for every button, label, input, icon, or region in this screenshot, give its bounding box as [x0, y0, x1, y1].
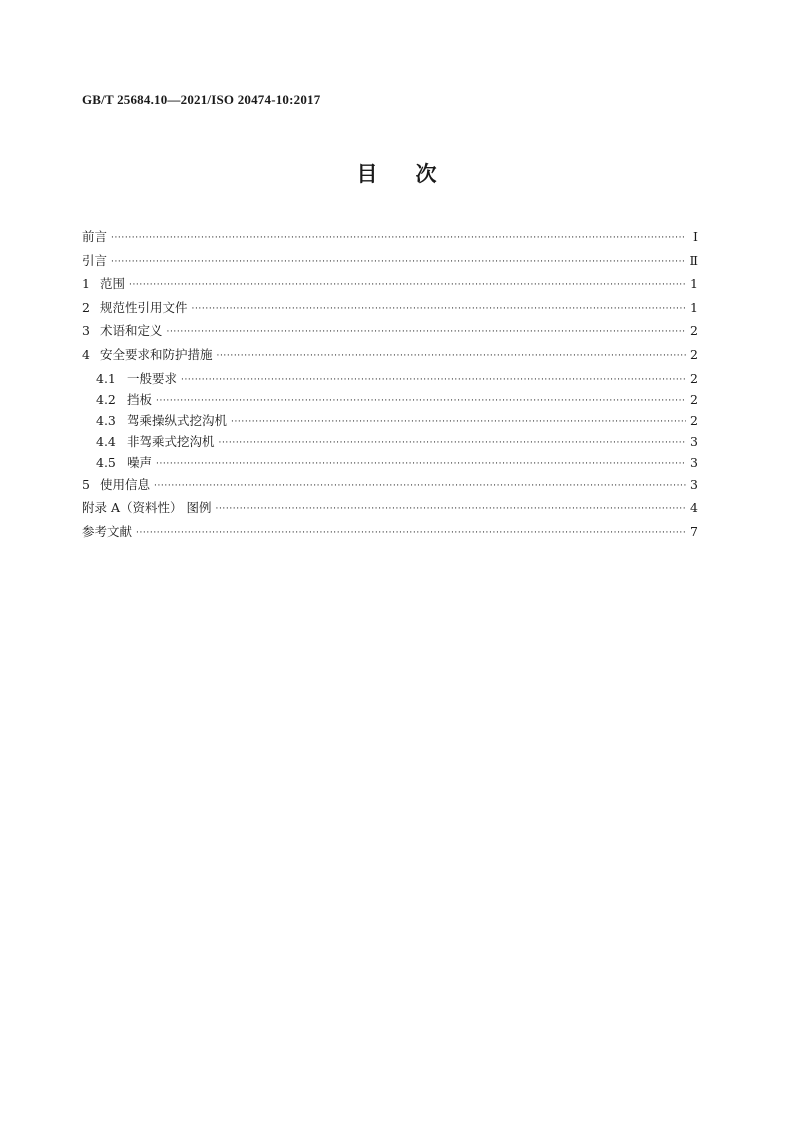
toc-entry-number: 4.5	[96, 455, 116, 471]
toc-entry-page: 3	[690, 455, 698, 471]
toc-entry-number: 4.3	[96, 412, 116, 428]
toc-entry[interactable]	[82, 453, 698, 474]
toc-entry[interactable]	[82, 251, 698, 275]
toc-entry-number: 3	[82, 323, 90, 339]
toc-entry-title: 使用信息	[100, 476, 151, 492]
toc-entry[interactable]	[82, 411, 698, 432]
toc-entry[interactable]	[82, 390, 698, 411]
toc-dot-leader	[219, 438, 686, 448]
toc-entry-title: 范围	[100, 276, 126, 292]
toc-dot-leader	[167, 327, 686, 337]
toc-entry-title: 附录 A（资料性） 图例	[82, 500, 212, 516]
toc-entry-page: 2	[690, 391, 698, 407]
table-of-contents	[82, 227, 698, 545]
toc-entry[interactable]	[82, 522, 698, 546]
toc-entry-page: 1	[690, 276, 698, 292]
toc-entry-number: 5	[82, 476, 90, 492]
toc-entry-title: 一般要求	[127, 370, 178, 386]
toc-entry[interactable]	[82, 345, 698, 369]
toc-dot-leader	[154, 481, 686, 491]
toc-dot-leader	[136, 528, 686, 538]
toc-dot-leader	[111, 257, 685, 267]
toc-dot-leader	[215, 504, 686, 514]
toc-entry-title: 术语和定义	[100, 323, 163, 339]
toc-entry-page: Ⅱ	[689, 252, 698, 268]
toc-entry-title: 前言	[82, 229, 108, 244]
toc-dot-leader	[156, 396, 686, 406]
toc-entry-page: 2	[690, 412, 698, 428]
toc-entry-number: 4	[82, 346, 90, 362]
toc-entry-title: 噪声	[127, 455, 153, 471]
toc-dot-leader	[192, 304, 686, 314]
toc-dot-leader	[181, 375, 686, 385]
toc-entry[interactable]	[82, 321, 698, 345]
toc-entry-title: 挡板	[127, 391, 153, 407]
toc-entry-page: 2	[690, 323, 698, 339]
toc-entry-page: 7	[690, 523, 698, 539]
toc-entry-number: 1	[82, 276, 90, 292]
page-title: 目次	[356, 162, 475, 186]
toc-entry[interactable]	[82, 298, 698, 322]
toc-entry-page: 1	[690, 299, 698, 315]
toc-dot-leader	[156, 459, 686, 469]
toc-entry-number: 4.1	[96, 370, 116, 386]
toc-entry-title: 规范性引用文件	[100, 299, 188, 315]
toc-entry-page: 2	[690, 346, 698, 362]
toc-entry-title: 驾乘操纵式挖沟机	[127, 412, 228, 428]
toc-entry[interactable]	[82, 369, 698, 390]
toc-dot-leader	[129, 280, 686, 290]
standard-code: GB/T 25684.10—2021/ISO 20474-10:2017	[82, 92, 321, 107]
toc-entry[interactable]	[82, 475, 698, 499]
toc-entry-page: 3	[690, 434, 698, 450]
toc-dot-leader	[111, 233, 686, 243]
toc-entry-title: 非驾乘式挖沟机	[127, 434, 215, 450]
toc-entry-title: 参考文献	[82, 523, 133, 539]
toc-entry-number: 4.4	[96, 434, 116, 450]
toc-entry-page: 4	[690, 500, 698, 516]
toc-dot-leader	[217, 351, 686, 361]
toc-entry-number: 2	[82, 299, 90, 315]
toc-entry[interactable]	[82, 227, 698, 251]
toc-entry[interactable]	[82, 498, 698, 522]
toc-entry-title: 安全要求和防护措施	[100, 346, 213, 362]
toc-entry-number: 4.2	[96, 391, 116, 407]
toc-entry-page: 2	[690, 370, 698, 386]
toc-dot-leader	[231, 417, 686, 427]
toc-entry[interactable]	[82, 274, 698, 298]
toc-entry-title: 引言	[82, 252, 108, 268]
toc-entry-page: 3	[690, 476, 698, 492]
toc-entry-page: Ⅰ	[693, 229, 698, 244]
toc-entry[interactable]	[82, 432, 698, 453]
